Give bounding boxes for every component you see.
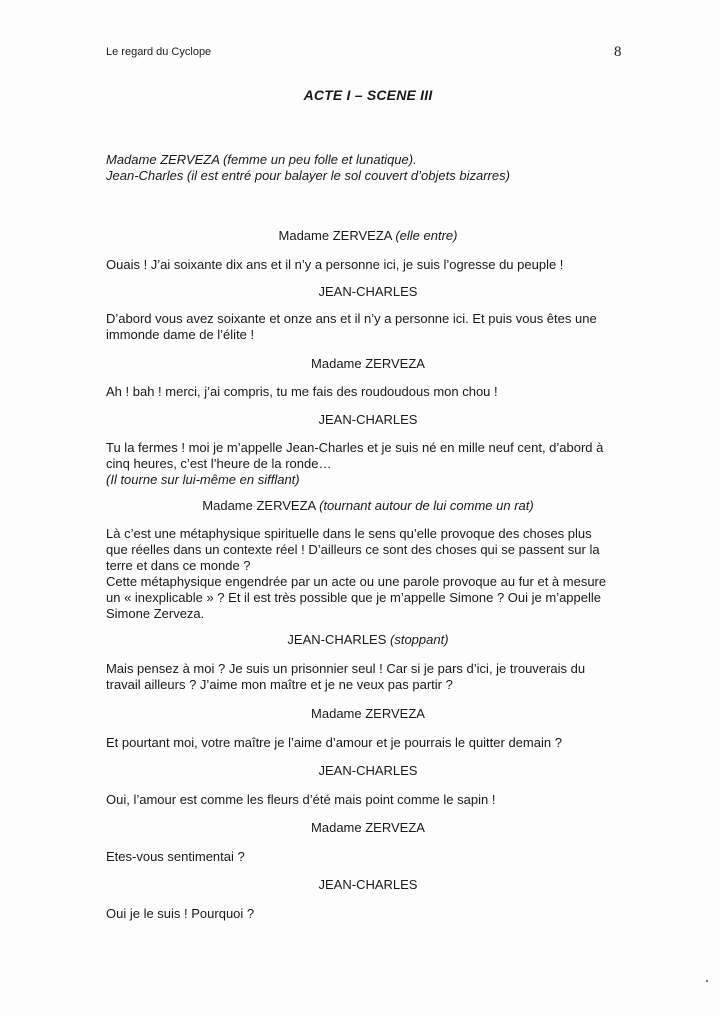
- speaker-heading: [0, 877, 720, 892]
- speaker-heading: [0, 820, 720, 835]
- dialogue-text: [106, 906, 646, 922]
- stage-direction: (tournant autour de lui comme un rat): [319, 498, 534, 513]
- dialogue-line: Et pourtant moi, votre maître je l’aime d’amour et je pourrais le quitter demain ?: [106, 735, 562, 750]
- cast-entry: Jean-Charles (il est entré pour balayer le sol couvert d’objets bizarres): [106, 168, 510, 183]
- dialogue-text: [106, 526, 646, 622]
- speaker-name: Madame ZERVEZA: [311, 706, 425, 721]
- speaker-name: JEAN-CHARLES: [318, 877, 418, 892]
- dialogue-line: Oui, l’amour est comme les fleurs d’été mais point comme le sapin !: [106, 792, 496, 807]
- stage-direction: (stoppant): [390, 632, 449, 647]
- speaker-name: Madame ZERVEZA: [311, 820, 425, 835]
- dialogue-line: Ouais ! J’ai soixante dix ans et il n’y a personne ici, je suis l’ogresse du peuple !: [106, 257, 564, 272]
- dialogue-text: [106, 311, 646, 343]
- dialogue-line: un « inexplicable » ? Et il est très possible que je m’appelle Simone ? Oui je m’appelle: [106, 590, 602, 605]
- dialogue-line: Oui je le suis ! Pourquoi ?: [106, 906, 255, 921]
- running-header-title: Le regard du Cyclope: [106, 46, 212, 58]
- speaker-heading: [0, 632, 720, 647]
- speaker-heading: [0, 706, 720, 721]
- cast-entry: Madame ZERVEZA (femme un peu folle et lunatique).: [106, 152, 417, 167]
- stage-direction: (elle entre): [395, 228, 458, 243]
- dialogue-line: Simone Zerveza.: [106, 606, 205, 621]
- speaker-name: JEAN-CHARLES: [318, 284, 418, 299]
- dialogue-line: Tu la fermes ! moi je m’appelle Jean-Charles et je suis né en mille neuf cent, d’abord à: [106, 440, 604, 455]
- speaker-name: Madame ZERVEZA: [202, 498, 316, 513]
- speaker-name: JEAN-CHARLES: [318, 412, 418, 427]
- scan-speck: [706, 980, 708, 982]
- speaker-name: JEAN-CHARLES: [287, 632, 387, 647]
- dialogue-line: D’abord vous avez soixante et onze ans et il n’y a personne ici. Et puis vous êtes une: [106, 311, 597, 326]
- dialogue-line: Mais pensez à moi ? Je suis un prisonnier seul ! Car si je pars d’ici, je trouverais du: [106, 661, 586, 676]
- speaker-name: Madame ZERVEZA: [311, 356, 425, 371]
- cast-list: [106, 152, 626, 184]
- dialogue-text: [106, 735, 646, 751]
- dialogue-text: [106, 792, 646, 808]
- dialogue-text: [106, 661, 646, 693]
- dialogue-text: [106, 257, 646, 273]
- dialogue-text: [106, 384, 646, 400]
- speaker-heading: [0, 763, 720, 778]
- dialogue-line: Là c’est une métaphysique spirituelle dans le sens qu’elle provoque des choses plus: [106, 526, 592, 541]
- dialogue-line: immonde dame de l’élite !: [106, 327, 255, 342]
- dialogue-line: travail ailleurs ? J’aime mon maître et je ne veux pas partir ?: [106, 677, 453, 692]
- dialogue-line: que réelles dans un contexte réel ! D’ailleurs ce sont des choses qui se passent sur la: [106, 542, 600, 557]
- speaker-heading: [0, 356, 720, 371]
- dialogue-line: Etes-vous sentimentai ?: [106, 849, 245, 864]
- dialogue-line: terre et dans ce monde ?: [106, 558, 251, 573]
- stage-direction: (Il tourne sur lui-même en sifflant): [106, 472, 300, 487]
- speaker-heading: [0, 412, 720, 427]
- dialogue-text: [106, 440, 646, 488]
- dialogue-text: [106, 849, 646, 865]
- speaker-heading: [0, 498, 720, 513]
- speaker-heading: [0, 228, 720, 243]
- dialogue-line: Cette métaphysique engendrée par un acte ou une parole provoque au fur et à mesure: [106, 574, 607, 589]
- speaker-heading: [0, 284, 720, 299]
- dialogue-line: cinq heures, c’est l’heure de la ronde…: [106, 456, 332, 471]
- dialogue-line: Ah ! bah ! merci, j’ai compris, tu me fais des roudoudous mon chou !: [106, 384, 498, 399]
- speaker-name: Madame ZERVEZA: [278, 228, 392, 243]
- page-number: 8: [614, 44, 622, 60]
- speaker-name: JEAN-CHARLES: [318, 763, 418, 778]
- scene-title: ACTE I – SCENE III: [303, 87, 433, 103]
